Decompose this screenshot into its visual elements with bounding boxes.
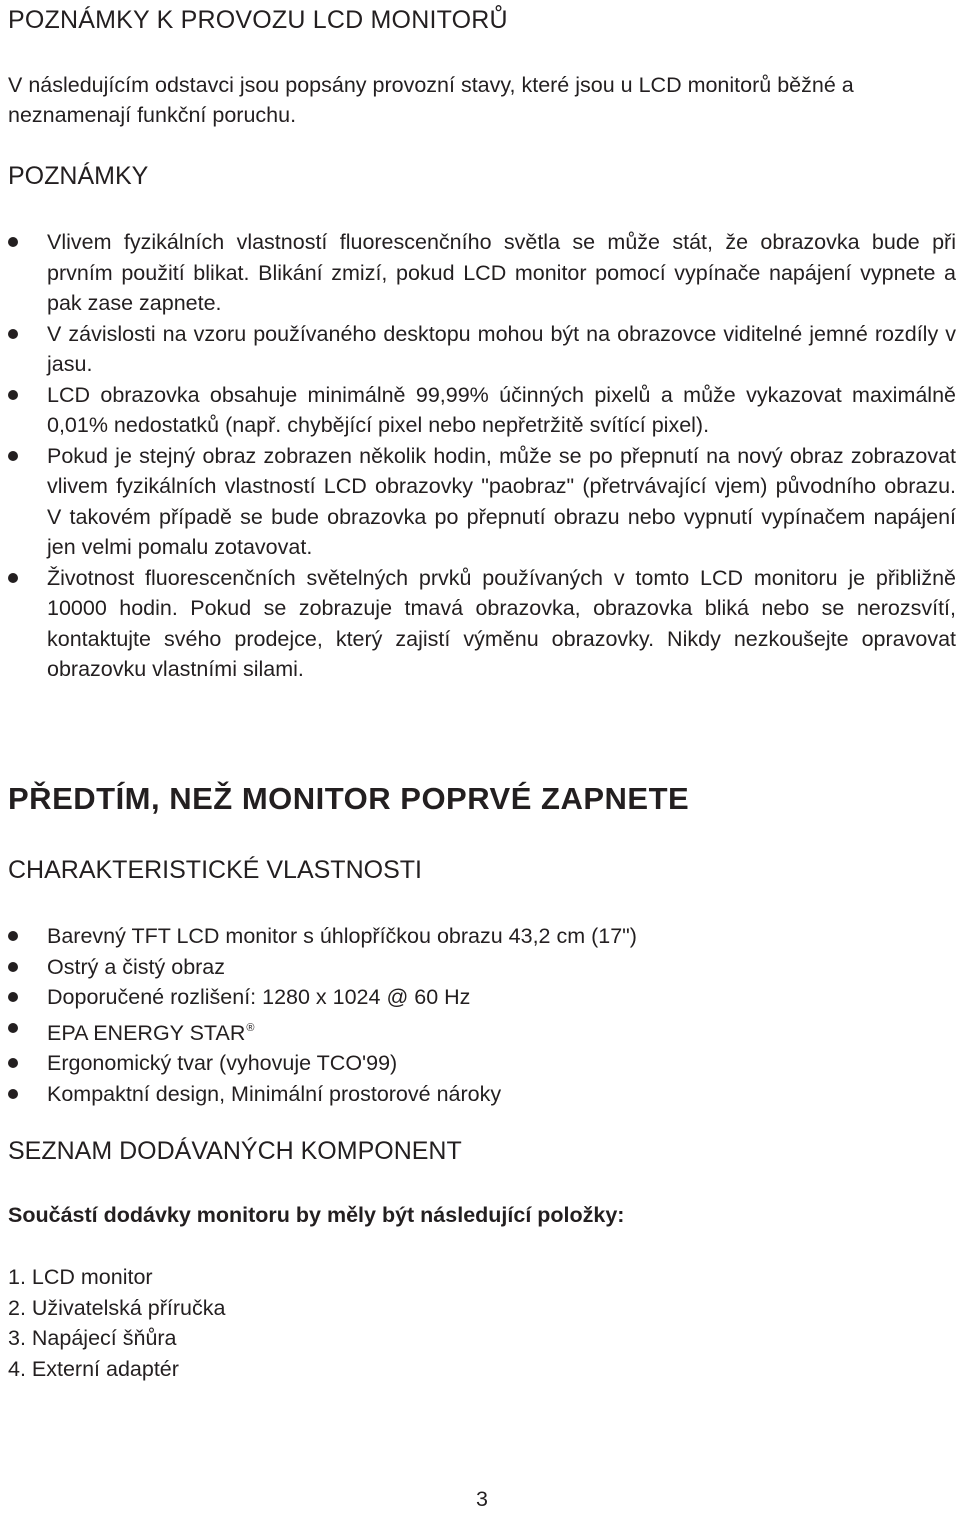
bullet-icon (8, 931, 18, 941)
list-item: EPA ENERGY STAR® (8, 1013, 956, 1049)
list-item: Pokud je stejný obraz zobrazen několik hodin, může se po přepnutí na nový obraz zobrazovat vlivem fyzikálních vlastností LCD obrazovky "paobraz" (přetrvávající vjem) původního obrazu. V takovém případě se bude obrazovka po přepnutí obrazu nebo vypnutí vypínačem napájení jen velmi pomalu zotavovat. (8, 441, 956, 563)
list-item: Kompaktní design, Minimální prostorové nároky (8, 1079, 956, 1110)
intro-paragraph: V následujícím odstavci jsou popsány provozní stavy, které jsou u LCD monitorů běžné a neznamenají funkční poruchu. (8, 73, 854, 127)
list-item: 1. LCD monitor (8, 1265, 153, 1289)
bullet-icon (8, 1058, 18, 1068)
notes-list (8, 227, 956, 685)
registered-mark: ® (246, 1021, 255, 1034)
bullet-icon (8, 329, 18, 339)
list-item: Vlivem fyzikálních vlastností fluorescenčního světla se může stát, že obrazovka bude při prvním použití blikat. Blikání zmizí, pokud LCD monitor pomocí vypínače napájení vypnete a pak zase zapnete. (8, 227, 956, 319)
features-list (8, 921, 956, 1109)
package-intro: Součástí dodávky monitoru by měly být následující položky: (8, 1203, 625, 1227)
bullet-icon (8, 390, 18, 400)
list-item: Barevný TFT LCD monitor s úhlopříčkou obrazu 43,2 cm (17") (8, 921, 956, 952)
notes-heading: POZNÁMKY (8, 162, 149, 190)
bullet-icon (8, 451, 18, 461)
list-item: Životnost fluorescenčních světelných prvků používaných v tomto LCD monitoru je přibližně 10000 hodin. Pokud se zobrazuje tmavá obrazovka, obrazovka bliká nebo se nerozsvítí, kontaktujte svého prodejce, který zajistí výměnu obrazovky. Nikdy nezkoušejte opravovat obrazovku vlastními silami. (8, 563, 956, 685)
list-item: Ergonomický tvar (vyhovuje TCO'99) (8, 1048, 956, 1079)
list-item: 2. Uživatelská příručka (8, 1295, 226, 1320)
bullet-icon (8, 1023, 18, 1033)
features-heading: CHARAKTERISTICKÉ VLASTNOSTI (8, 856, 422, 884)
bullet-icon (8, 1089, 18, 1099)
section-title-lcd-notes: POZNÁMKY K PROVOZU LCD MONITORŮ (8, 6, 508, 34)
bullet-icon (8, 962, 18, 972)
list-item: Doporučené rozlišení: 1280 x 1024 @ 60 Hz (8, 982, 956, 1013)
bullet-icon (8, 573, 18, 583)
bullet-icon (8, 992, 18, 1002)
list-item: V závislosti na vzoru používaného desktopu mohou být na obrazovce viditelné jemné rozdíly v jasu. (8, 319, 956, 380)
list-item: 3. Napájecí šňůra (8, 1326, 177, 1351)
list-item: LCD obrazovka obsahuje minimálně 99,99% účinných pixelů a může vykazovat maximálně 0,01% nedostatků (např. chybějící pixel nebo nepřetržitě svítící pixel). (8, 380, 956, 441)
package-list (8, 1262, 225, 1385)
page-number: 3 (476, 1487, 488, 1511)
list-item: 4. Externí adaptér (8, 1357, 179, 1382)
section-title-before-first-use: PŘEDTÍM, NEŽ MONITOR POPRVÉ ZAPNETE (8, 781, 690, 816)
list-item: Ostrý a čistý obraz (8, 952, 956, 983)
package-heading: SEZNAM DODÁVANÝCH KOMPONENT (8, 1137, 462, 1165)
bullet-icon (8, 237, 18, 247)
